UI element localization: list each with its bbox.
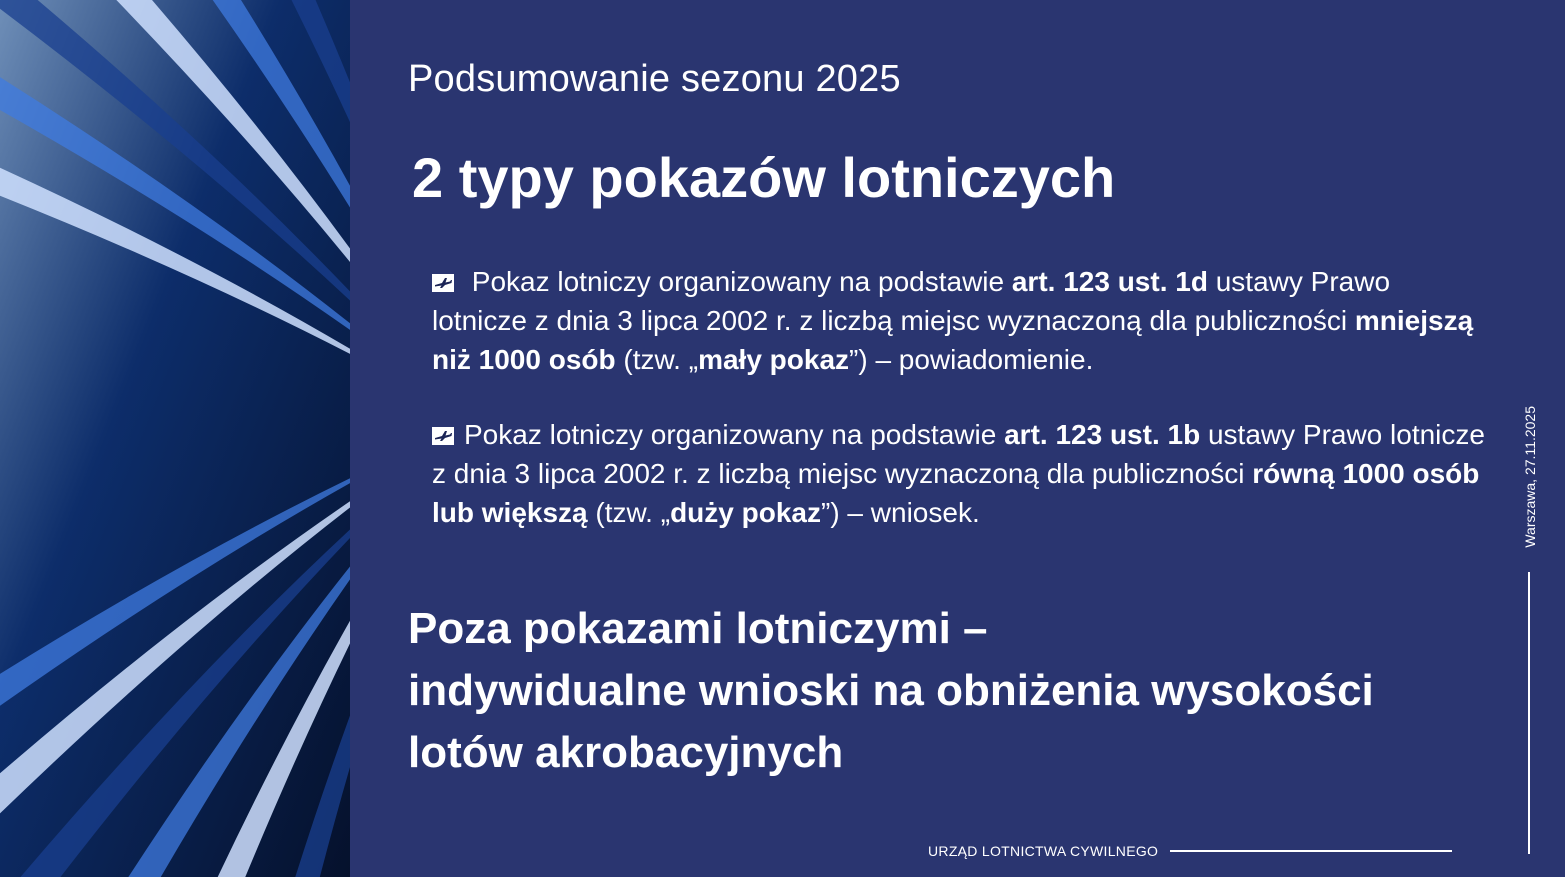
airplane-icon xyxy=(432,274,454,292)
bullet-text: ”) – powiadomienie. xyxy=(849,344,1094,375)
slide-content xyxy=(350,0,1565,877)
bullet-text: ustawy Prawo lotnicze z dnia 3 lipca 2002 r. z liczbą miejsc wyznaczoną dla publiczności xyxy=(432,266,1391,336)
bullet-text: ”) – wniosek. xyxy=(821,497,980,528)
bullet-text: (tzw. „ xyxy=(587,497,671,528)
date-label-container xyxy=(1515,402,1545,552)
bottom-heading xyxy=(408,598,1488,784)
bullet-text-bold: mały pokaz xyxy=(698,344,850,375)
footer-divider-line xyxy=(1170,850,1452,852)
bottom-heading-line-1: Poza pokazami lotniczymi – xyxy=(408,604,988,653)
bullet-text-bold: mniejszą niż 1000 osób xyxy=(432,305,1474,375)
vertical-divider-line xyxy=(1528,572,1530,854)
airplane-icon xyxy=(432,427,454,445)
bullet-large-show xyxy=(432,415,1492,532)
bullet-text: ustawy Prawo lotnicze z dnia 3 lipca 2002 r. z liczbą miejsc wyznaczoną dla publiczności xyxy=(432,419,1485,489)
slide-heading: 2 typy pokazów lotniczych xyxy=(412,146,1116,209)
footer-organization: URZĄD LOTNICTWA CYWILNEGO xyxy=(928,843,1159,859)
bullet-text: Pokaz lotniczy organizowany na podstawie xyxy=(464,266,1012,297)
bottom-heading-line-2: indywidualne wnioski na obniżenia wysokości xyxy=(408,666,1374,715)
bullet-text-bold: duży pokaz xyxy=(670,497,821,528)
slide-subtitle: Podsumowanie sezonu 2025 xyxy=(408,58,901,100)
jet-engine-photo xyxy=(0,0,350,877)
bullet-small-show xyxy=(432,262,1492,379)
bullet-text-bold: równą 1000 osób lub większą xyxy=(432,458,1480,528)
bullet-text: Pokaz lotniczy organizowany na podstawie xyxy=(464,419,1005,450)
bullet-text-bold: art. 123 ust. 1b xyxy=(1004,419,1201,450)
bottom-heading-line-3: lotów akrobacyjnych xyxy=(408,728,844,777)
bullet-text: (tzw. „ xyxy=(615,344,699,375)
date-label: Warszawa, 27.11.2025 xyxy=(1522,406,1538,548)
bullet-text-bold: art. 123 ust. 1d xyxy=(1011,266,1208,297)
